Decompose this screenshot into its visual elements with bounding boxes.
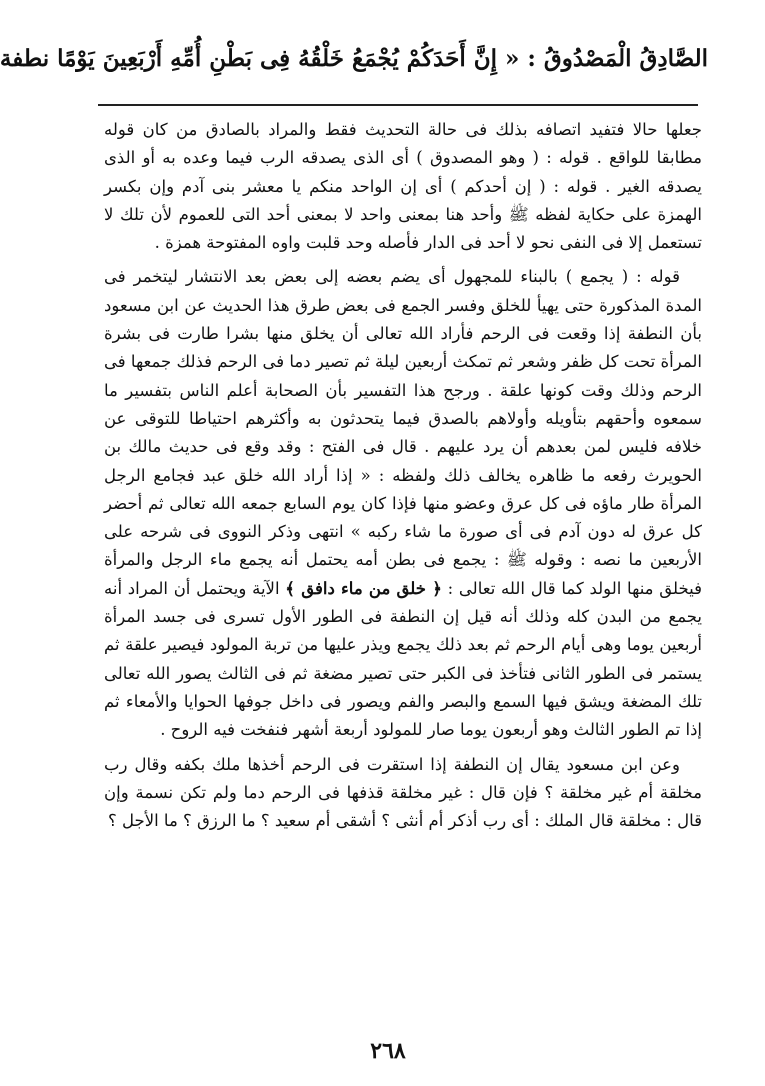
running-header: الصَّادِقُ الْمَصْدُوقُ : « إِنَّ أَحَدَكُمْ يُجْمَعُ خَلْقُهُ فِى بَطْنِ أُمِّهِ أَرْبَعِينَ يَوْمًا نطفة [0, 45, 708, 72]
page-number: ٢٦٨ [370, 1038, 406, 1064]
paragraph-1: جعلها حالا فتفيد اتصافه بذلك فى حالة التحديث فقط والمراد بالصادق من كان قوله مطابقا للواقع . قوله : ( وهو المصدوق ) أى الذى يصدقه الرب فيما وعده به أو الذى يصدقه الغير . قوله : ( إن أحدكم ) أى إن الواحد منكم يا معشر بنى آدم وإن بكسر الهمزة على حكاية لفظه ﷺ وأحد هنا بمعنى واحد لا بمعنى أحد التى للعموم لأن تلك لا تستعمل إلا فى النفى نحو لا أحد فى الدار فأصله وحد قلبت واوه المفتوحة همزة . [104, 120, 702, 253]
paragraph-2 [104, 263, 702, 744]
paragraph-2-text-before: قوله : ( يجمع ) بالبناء للمجهول أى يضم بعضه إلى بعض بعد الانتشار ليتخمر فى المدة المذكورة حتى يهيأ للخلق وفسر الجمع فى بعض طرق هذا الحديث عن ابن مسعود بأن النطفة إذا وقعت فى الرحم فأراد الله تعالى أن يخلق منها بشرا طارت فى بشرة المرأة تحت كل ظفر وشعر ثم تمكث أربعين ليلة ثم تصير دما فى الرحم فذلك جمعها فى الرحم وذلك وقت كونها علقة . ورجح هذا التفسير بأن الصحابة أعلم الناس بتفسير ما سمعوه وأحقهم بتأويله وأولاهم بالصدق فيما يتحدثون به وأكثرهم احتياطا للتوقى عن خلافه فليس لمن بعدهم أن يرد عليهم . قال فى الفتح : وقد وقع فى حديث مالك بن الحويرث رفعه ما ظاهره يخالف ذلك ولفظه : « إذا أراد الله خلق عبد فجامع الرجل المرأة طار ماؤه فى كل عرق وعضو منها فإذا كان يوم السابع جمعه الله تعالى ثم أحضر كل عرق له دون آدم فى أى صورة ما شاء ركبه » انتهى وذكر النووى فى شرحه على الأربعين ما نصه : وقوله ﷺ : يجمع فى بطن أمه يحتمل أنه يجمع ماء الرجل والمرأة فيخلق منها الولد كما قال الله تعالى : [104, 267, 702, 598]
header-divider [98, 104, 698, 106]
paragraph-3: وعن ابن مسعود يقال إن النطفة إذا استقرت فى الرحم أخذها ملك بكفه وقال رب مخلقة أم غير مخلقة ؟ فإن قال : غير مخلقة قذفها فى الرحم دما ولم تكن نسمة وإن قال : مخلقة قال الملك : أى رب أذكر أم أنثى ؟ أشقى أم سعيد ؟ ما الرزق ؟ ما الأجل ؟ [104, 754, 702, 831]
quran-quote: ﴿ خلق من ماء دافق ﴾ [285, 578, 442, 598]
body-text [104, 116, 702, 956]
paragraph-2-text-after: الآية ويحتمل أن المراد أنه يجمع من البدن كله وذلك أنه قيل إن النطفة فى الطور الأول تسرى فى جسد المرأة أربعين يوما وهى أيام الرحم ثم بعد ذلك يجمع ويذر عليها من تربة المولود فيصير علقة ثم يستمر فى الطور الثانى فتأخذ فى الكبر حتى تصير مضغة ثم فى الثالث يصور الله تعالى تلك المضغة ويشق فيها السمع والبصر والفم ويصور فى داخل جوفها الحوايا والأمعاء ثم إذا تم الطور الثالث وهو أربعون يوما صار للمولود أربعة أشهر فنفخت فيه الروح . [104, 578, 702, 740]
